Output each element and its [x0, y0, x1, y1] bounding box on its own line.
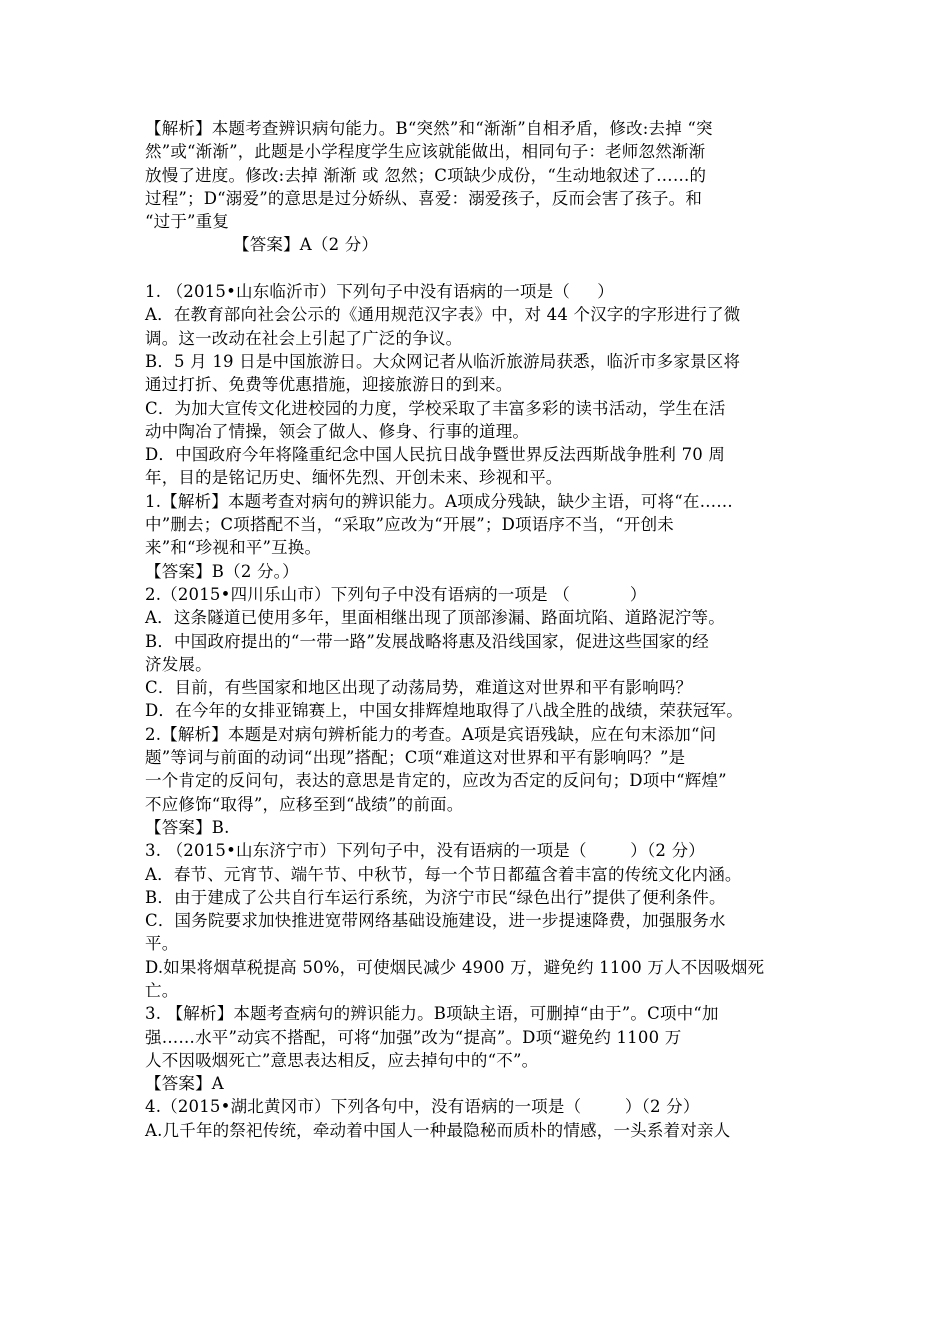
- analysis-line: 来”和“珍视和平”互换。: [145, 538, 322, 558]
- analysis-line: 放慢了进度。修改:去掉 渐渐 或 忽然；C项缺少成份，“生动地叙述了……的: [145, 165, 707, 185]
- analysis-line: 中”删去；C项搭配不当，“采取”应改为“开展”；D项语序不当，“开创未: [145, 515, 674, 535]
- option-line: A．在教育部向社会公示的《通用规范汉字表》中，对 44 个汉字的字形进行了微: [145, 305, 741, 325]
- question-line: 1. （2015•山东临沂市）下列句子中没有语病的一项是（ ）: [145, 282, 614, 302]
- option-line: B．由于建成了公共自行车运行系统，为济宁市民“绿色出行”提供了便利条件。: [145, 887, 726, 907]
- option-line: 动中陶冶了情操，领会了做人、修身、行事的道理。: [145, 421, 530, 441]
- option-line: 平。: [145, 934, 179, 954]
- option-line: 通过打折、免费等优惠措施，迎接旅游日的到来。: [145, 375, 513, 395]
- option-line: D．中国政府今年将隆重纪念中国人民抗日战争暨世界反法西斯战争胜利 70 周: [145, 445, 726, 465]
- analysis-line: 一个肯定的反问句，表达的意思是肯定的，应改为否定的反问句；D项中“辉煌”: [145, 771, 727, 791]
- blank-line: [145, 257, 813, 280]
- option-line: B．5 月 19 日是中国旅游日。大众网记者从临沂旅游局获悉，临沂市多家景区将: [145, 351, 741, 371]
- document-body: [145, 117, 813, 1142]
- option-line: D．在今年的女排亚锦赛上，中国女排辉煌地取得了八战全胜的战绩，荣获冠军。: [145, 701, 743, 721]
- option-line: 调。这一改动在社会上引起了广泛的争议。: [145, 328, 463, 348]
- option-line: C．目前，有些国家和地区出现了动荡局势，难道这对世界和平有影响吗？: [145, 678, 693, 698]
- analysis-line: 然”或“渐渐”，此题是小学程度学生应该就能做出，相同句子：老师忽然渐渐: [145, 142, 706, 162]
- option-line: A.几千年的祭祀传统，牵动着中国人一种最隐秘而质朴的情感，一头系着对亲人: [145, 1120, 731, 1140]
- analysis-line: 过程”；D“溺爱”的意思是过分娇纵、喜爱：溺爱孩子，反而会害了孩子。和: [145, 188, 703, 208]
- option-line: 济发展。: [145, 654, 212, 674]
- answer-line: 【答案】B（2 分。）: [145, 561, 299, 581]
- option-line: A．这条隧道已使用多年，里面相继出现了顶部渗漏、路面坑陷、道路泥泞等。: [145, 608, 725, 628]
- option-line: C．国务院要求加快推进宽带网络基础设施建设，进一步提速降费，加强服务水: [145, 911, 726, 931]
- option-line: B．中国政府提出的“一带一路”发展战略将惠及沿线国家，促进这些国家的经: [145, 631, 709, 651]
- answer-line: 【答案】B.: [145, 817, 230, 837]
- option-line: C．为加大宣传文化进校园的力度，学校采取了丰富多彩的读书活动，学生在活: [145, 398, 726, 418]
- option-line: D.如果将烟草税提高 50%，可使烟民减少 4900 万，避免约 1100 万人不因吸烟死: [145, 957, 765, 977]
- option-line: 亡。: [145, 980, 179, 1000]
- analysis-line: “过于”重复: [145, 212, 230, 232]
- analysis-line: 【解析】本题考查辨识病句能力。B“突然”和“渐渐”自相矛盾，修改:去掉 “突: [145, 119, 713, 138]
- question-line: 2.（2015•四川乐山市）下列句子中没有语病的一项是 （ ）: [145, 584, 647, 604]
- analysis-line: 不应修饰“取得”，应移至到“战绩”的前面。: [145, 794, 464, 814]
- question-line: 4.（2015•湖北黄冈市）下列各句中，没有语病的一项是（ ）（2 分）: [145, 1097, 700, 1117]
- answer-line: 【答案】A: [145, 1074, 224, 1094]
- analysis-line: 1.【解析】本题考查对病句的辨识能力。A项成分残缺，缺少主语，可将“在……: [145, 491, 733, 511]
- answer-line: 【答案】A（2 分）: [233, 235, 379, 255]
- analysis-line: 题”等词与前面的动词“出现”搭配；C项“难道这对世界和平有影响吗？”是: [145, 748, 686, 768]
- option-line: A．春节、元宵节、端午节、中秋节，每一个节日都蕴含着丰富的传统文化内涵。: [145, 864, 742, 884]
- option-line: 年，目的是铭记历史、缅怀先烈、开创未来、珍视和平。: [145, 468, 563, 488]
- analysis-line: 人不因吸烟死亡”意思表达相反，应去掉句中的“不”。: [145, 1050, 539, 1070]
- analysis-line: 2.【解析】本题是对病句辨析能力的考查。A项是宾语残缺，应在句末添加“问: [145, 724, 717, 744]
- question-line: 3. （2015•山东济宁市）下列句子中，没有语病的一项是（ ）（2 分）: [145, 841, 705, 861]
- analysis-line: 强……水平”动宾不搭配，可将“加强”改为“提高”。D项“避免约 1100 万: [145, 1027, 682, 1047]
- analysis-line: 3. 【解析】本题考查病句的辨识能力。B项缺主语，可删掉“由于”。C项中“加: [145, 1004, 719, 1024]
